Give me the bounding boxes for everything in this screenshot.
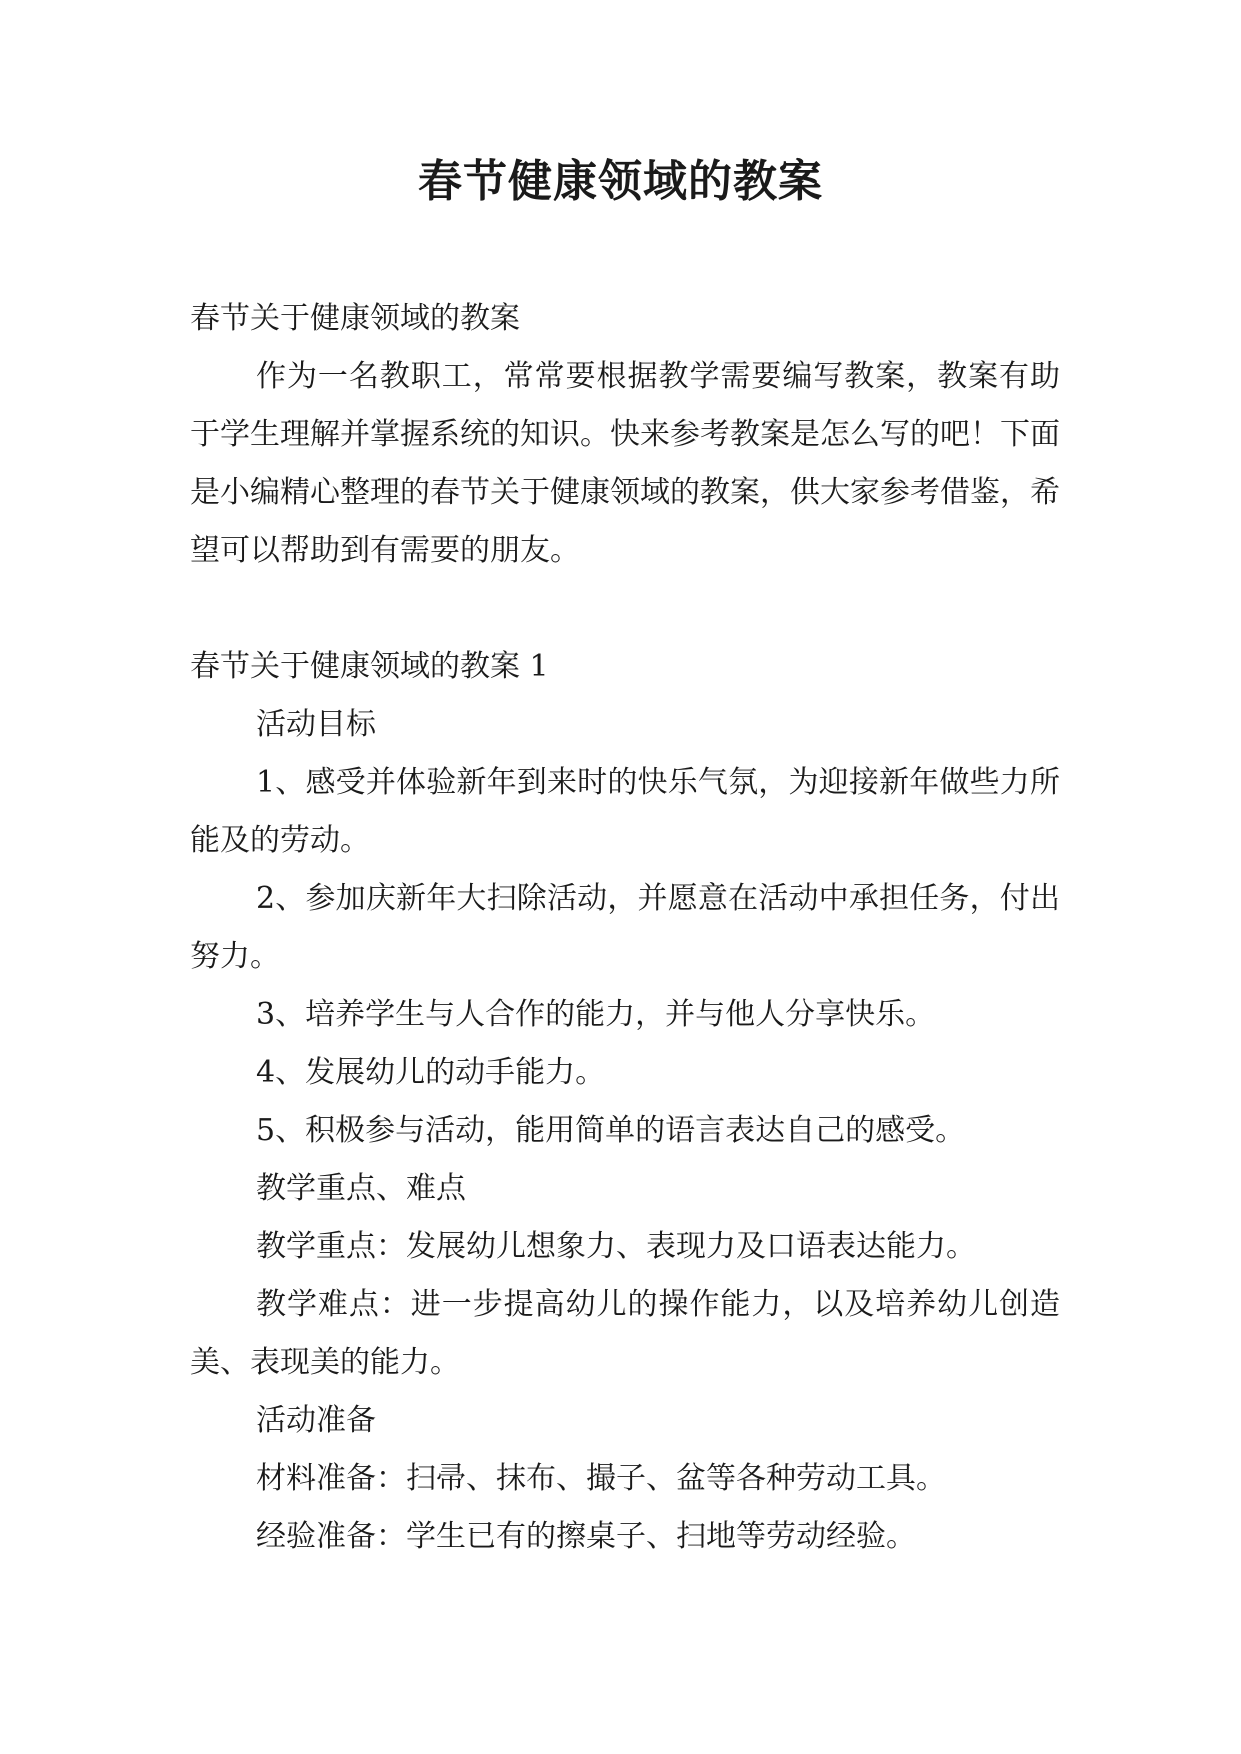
goal-item: 4、发展幼儿的动手能力。 [256, 1055, 606, 1090]
material-preparation: 材料准备：扫帚、抹布、撮子、盆等各种劳动工具。 [256, 1461, 946, 1496]
section-heading: 春节关于健康领域的教案 1 [190, 649, 549, 684]
preparation-heading: 活动准备 [256, 1403, 376, 1438]
goal-item: 1、感受并体验新年到来时的快乐气氛，为迎接新年做些力所能及的劳动。 [190, 765, 1060, 858]
key-points-heading: 教学重点、难点 [256, 1171, 466, 1206]
intro-paragraph: 作为一名教职工，常常要根据教学需要编写教案，教案有助于学生理解并掌握系统的知识。快来参考教案是怎么写的吧！下面是小编精心整理的春节关于健康领域的教案，供大家参考借鉴，希望可以帮助到有需要的朋友。 [190, 359, 1060, 568]
document-title: 春节健康领域的教案 [418, 156, 823, 207]
goal-item: 2、参加庆新年大扫除活动，并愿意在活动中承担任务，付出努力。 [190, 881, 1060, 974]
section-spacer [190, 580, 1060, 638]
goal-item: 3、培养学生与人合作的能力，并与他人分享快乐。 [256, 997, 936, 1032]
document-body [190, 290, 1060, 1566]
goal-item: 5、积极参与活动，能用简单的语言表达自己的感受。 [256, 1113, 966, 1148]
intro-heading: 春节关于健康领域的教案 [190, 301, 520, 336]
key-point: 教学重点：发展幼儿想象力、表现力及口语表达能力。 [256, 1229, 976, 1264]
difficult-point: 教学难点：进一步提高幼儿的操作能力，以及培养幼儿创造美、表现美的能力。 [190, 1287, 1060, 1380]
goals-heading: 活动目标 [256, 707, 376, 742]
experience-preparation: 经验准备：学生已有的擦桌子、扫地等劳动经验。 [256, 1519, 916, 1554]
